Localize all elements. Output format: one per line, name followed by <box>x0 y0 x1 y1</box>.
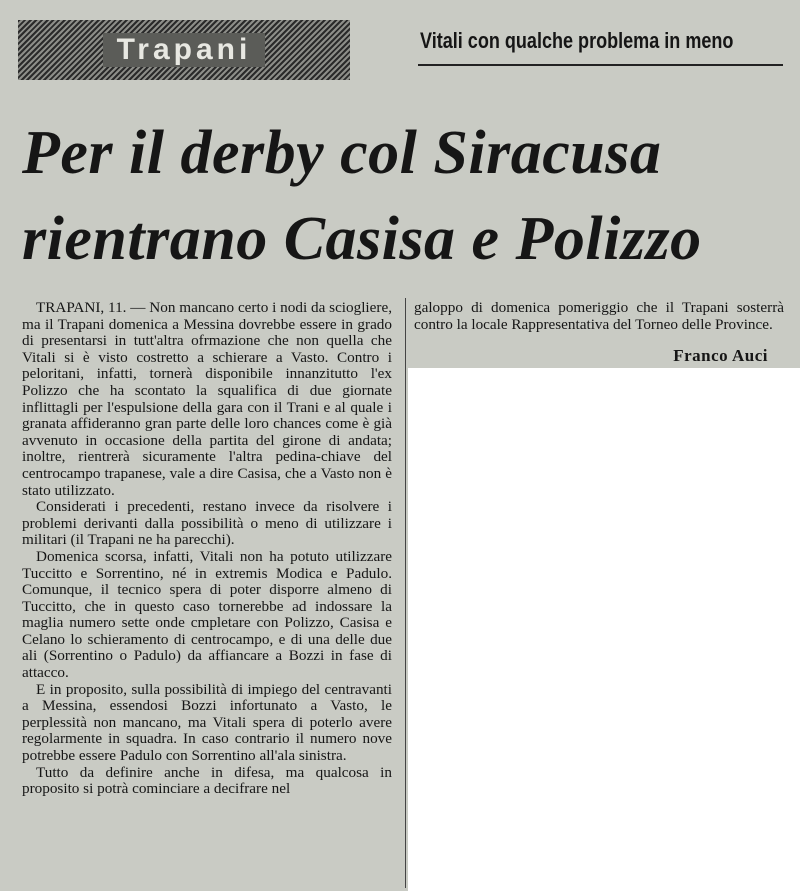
blank-area <box>408 368 800 891</box>
article-paragraph: Domenica scorsa, infatti, Vitali non ha potuto utilizzare Tuccitto e Sorrentino, né in extremis Modica e Padulo. Comunque, il tecnico spera di poter disporre almeno di Tuccitto, che in questo caso tornerebbe ad indossare la maglia numero sette onde cmpletare con Polizzo, Casisa e Celano lo schieramento di centrocampo, e di una delle due ali (Sorrentino o Padulo) da affiancare a Bozzi in fase di attacco. <box>22 547 392 682</box>
article-paragraph: TRAPANI, 11. — Non mancano certo i nodi da sciogliere, ma il Trapani domenica a Messina dovrebbe essere in grado di presentarsi in tutt'altra ofrmazione che non quella che Vitali si è visto costretto a schierare a Vasto. Contro i peloritani, infatti, tornerà disponibile innanzitutto l'ex Polizzo che ha scontato la squalifica di due giornate inflittagli per l'espulsione della gara con il Trani e al quale i granata affideranno gran parte delle loro chances come è già avvenuto in occasione della partita del girone di andata; inoltre, rientrerà sicuramente l'altra pedina-chiave del centrocampo trapanese, vale a dire Casisa, che a Vasto non è stato utilizzato. <box>22 299 392 499</box>
article-column-right <box>414 300 784 333</box>
article-column-left <box>22 300 392 798</box>
kicker-headline: Vitali con qualche problema in meno <box>420 28 734 53</box>
section-banner <box>18 20 350 80</box>
article-paragraph: Considerati i precedenti, restano invece da risolvere i problemi derivanti dalla possibilità o meno di utilizzare i militari (il Trapani ne ha parecchi). <box>22 498 392 549</box>
section-label: Trapani <box>103 33 266 67</box>
article-paragraph: galoppo di domenica pomeriggio che il Trapani sosterrà contro la locale Rappresentativa del Torneo delle Province. <box>414 299 784 333</box>
byline: Franco Auci <box>673 346 768 365</box>
article-paragraph: Tutto da definire anche in difesa, ma qualcosa in proposito si potrà cominciare a decifrare nel <box>22 763 392 798</box>
article-paragraph: E in proposito, sulla possibilità di impiego del centravanti a Messina, essendosi Bozzi infortunato a Vasto, le perplessità non mancano, ma Vitali spera di poterlo avere regolarmente in squadra. In caso contrario il numero nove potrebbe essere Padulo con Sorrentino all'ala sinistra. <box>22 680 392 765</box>
kicker-underline <box>418 64 783 66</box>
headline-line-1: Per il derby col Siracusa <box>22 119 662 187</box>
main-headline <box>22 110 792 282</box>
headline-line-2: rientrano Casisa e Polizzo <box>22 205 702 273</box>
column-divider <box>405 298 406 888</box>
